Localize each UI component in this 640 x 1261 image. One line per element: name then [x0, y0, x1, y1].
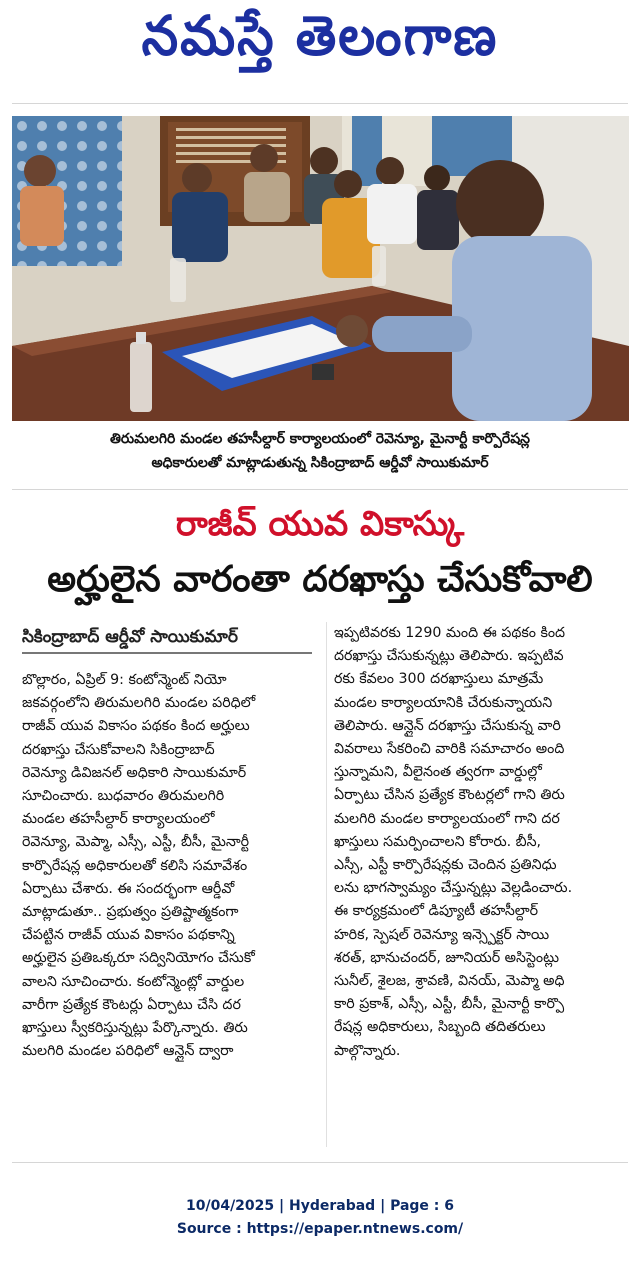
article-line: జకవర్గంలోని తిరుమలగిరి మండల పరిధిలో	[22, 695, 256, 712]
article-line: శరత్, భానుచందర్, జూనియర్ అసిస్టెంట్లు	[334, 949, 559, 966]
article-line: లను భాగస్వామ్యం చేస్తున్నట్లు వెల్లడించారు.	[334, 880, 573, 897]
article-line: మలగిరి మండల కార్యాలయంలో గాని దర	[334, 810, 560, 827]
article-line: ఈ కార్యక్రమంలో డిప్యూటీ తహసీల్దార్	[334, 903, 539, 920]
article-line: హరిక, స్పెషల్ రెవెన్యూ ఇన్స్పెక్టర్ సాయి	[334, 926, 550, 943]
byline: సికింద్రాబాద్ ఆర్డీవో సాయికుమార్	[22, 627, 238, 647]
article-line: రెవెన్యూ, మెప్మా, ఎస్సీ, ఎస్టీ, బీసీ, మైనార్టీ	[22, 834, 250, 851]
meeting-photo-illustration	[12, 116, 629, 421]
article-line: ఖాస్తులు సమర్పించాలని కోరారు. బీసీ,	[334, 833, 542, 850]
article-line: మాట్లాడుతూ.. ప్రభుత్వం ప్రతిష్టాత్మకంగా	[22, 904, 239, 921]
article-line: చేపట్టిన రాజీవ్ యువ వికాసం పథకాన్ని	[22, 927, 235, 944]
article-line: దరఖాస్తు చేసుకున్నట్లు తెలిపారు. ఇప్పటివ	[334, 648, 564, 665]
photo-caption	[20, 427, 620, 475]
article-line: రకు కేవలం 300 దరఖాస్తులు మాత్రమే	[334, 671, 544, 688]
news-photo	[12, 116, 629, 421]
article-line: బొల్లారం, ఏప్రిల్ 9: కంటోన్మెంట్ నియో	[22, 672, 227, 688]
masthead	[0, 0, 640, 86]
article-line: సూచించారు. బుధవారం తిరుమలగిరి	[22, 788, 225, 805]
article-line: మండల కార్యాలయానికి చేరుకున్నాయని	[334, 694, 553, 711]
article-line: అర్హులైన ప్రతిఒక్కరూ సద్వినియోగం చేసుకో	[22, 950, 255, 967]
caption-line: తిరుమలగిరి మండల తహసీల్దార్ కార్యాలయంలో రెవెన్యూ, మైనార్టీ కార్పొరేషన్ల	[109, 431, 531, 447]
column-divider	[326, 622, 327, 1147]
article-line: రేషన్ల అధికారులు, సిబ్బంది తదితరులు	[334, 1019, 546, 1036]
article-line: వాలని సూచించారు. కంటోన్మెంట్లో వార్డుల	[22, 973, 245, 990]
article-column-right	[334, 622, 630, 1063]
article-line: ఏర్పాటు చేసిన ప్రత్యేక కౌంటర్లలో గాని తిరు	[334, 787, 565, 804]
article-column-left	[22, 669, 318, 1063]
article-line: వారీగా ప్రత్యేక కౌంటర్లు ఏర్పాటు చేసి దర	[22, 996, 241, 1013]
article-line: రెవెన్యూ డివిజనల్ అధికారి సాయికుమార్	[22, 764, 247, 781]
article-line: సునీల్, శైలజ, శ్రావణి, వినయ్, మెప్మా అధి	[334, 973, 565, 990]
byline-underline	[22, 652, 312, 654]
article-line: ఖాస్తులు స్వీకరిస్తున్నట్లు పేర్కొన్నారు. తిరు	[22, 1020, 248, 1037]
article-line: ఎస్సీ, ఎస్టీ కార్పొరేషన్లకు చెందిన ప్రతినిధు	[334, 857, 557, 874]
divider-bottom	[12, 1162, 628, 1163]
footer-edition-info: 10/04/2025 | Hyderabad | Page : 6	[185, 1198, 455, 1214]
article-line: స్తున్నామని, వీలైనంత త్వరగా వార్డుల్లో	[334, 764, 542, 781]
divider-mid	[12, 489, 628, 490]
caption-line: అధికారులతో మాట్లాడుతున్న సికింద్రాబాద్ ఆర్డీవో సాయికుమార్	[151, 455, 489, 471]
article-line: దరఖాస్తు చేసుకోవాలని సికింద్రాబాద్	[22, 741, 215, 758]
article-line: పాల్గొన్నారు.	[334, 1042, 401, 1059]
article-line: ఇప్పటివరకు 1290 మంది ఈ పథకం కింద	[334, 625, 566, 641]
article-line: కార్పొరేషన్ల అధికారులతో కలిసి సమావేశం	[22, 857, 248, 874]
article-line: ఏర్పాటు చేశారు. ఈ సందర్భంగా ఆర్డీవో	[22, 880, 235, 897]
headline-line-2: అర్హులైన వారంతా దరఖాస్తు చేసుకోవాలి	[47, 559, 593, 600]
article-line: కారి ప్రకాశ్, ఎస్సీ, ఎస్టీ, బీసీ, మైనార్టీ కార్పొ	[334, 996, 565, 1013]
headline-line-1	[0, 502, 640, 546]
footer-source-link[interactable]: Source : https://epaper.ntnews.com/	[176, 1221, 464, 1237]
article-line: మలగిరి మండల పరిధిలో ఆన్లైన్ ద్వారా	[22, 1043, 234, 1060]
article-line: రాజీవ్ యువ వికాసం పథకం కింద అర్హులు	[22, 718, 250, 735]
headline-highlight: రాజీవ్ యువ వికాస్	[175, 504, 465, 544]
divider-top	[12, 103, 628, 104]
article-line: మండల తహసీల్దార్ కార్యాలయంలో	[22, 811, 215, 828]
article-line: వివరాలు సేకరించి వారికి సమాచారం అంది	[334, 741, 565, 758]
newspaper-logo: నమస్తే తెలంగాణ	[141, 4, 499, 68]
article-line: తెలిపారు. ఆన్లైన్ దరఖాస్తు చేసుకున్న వారి	[334, 717, 561, 734]
